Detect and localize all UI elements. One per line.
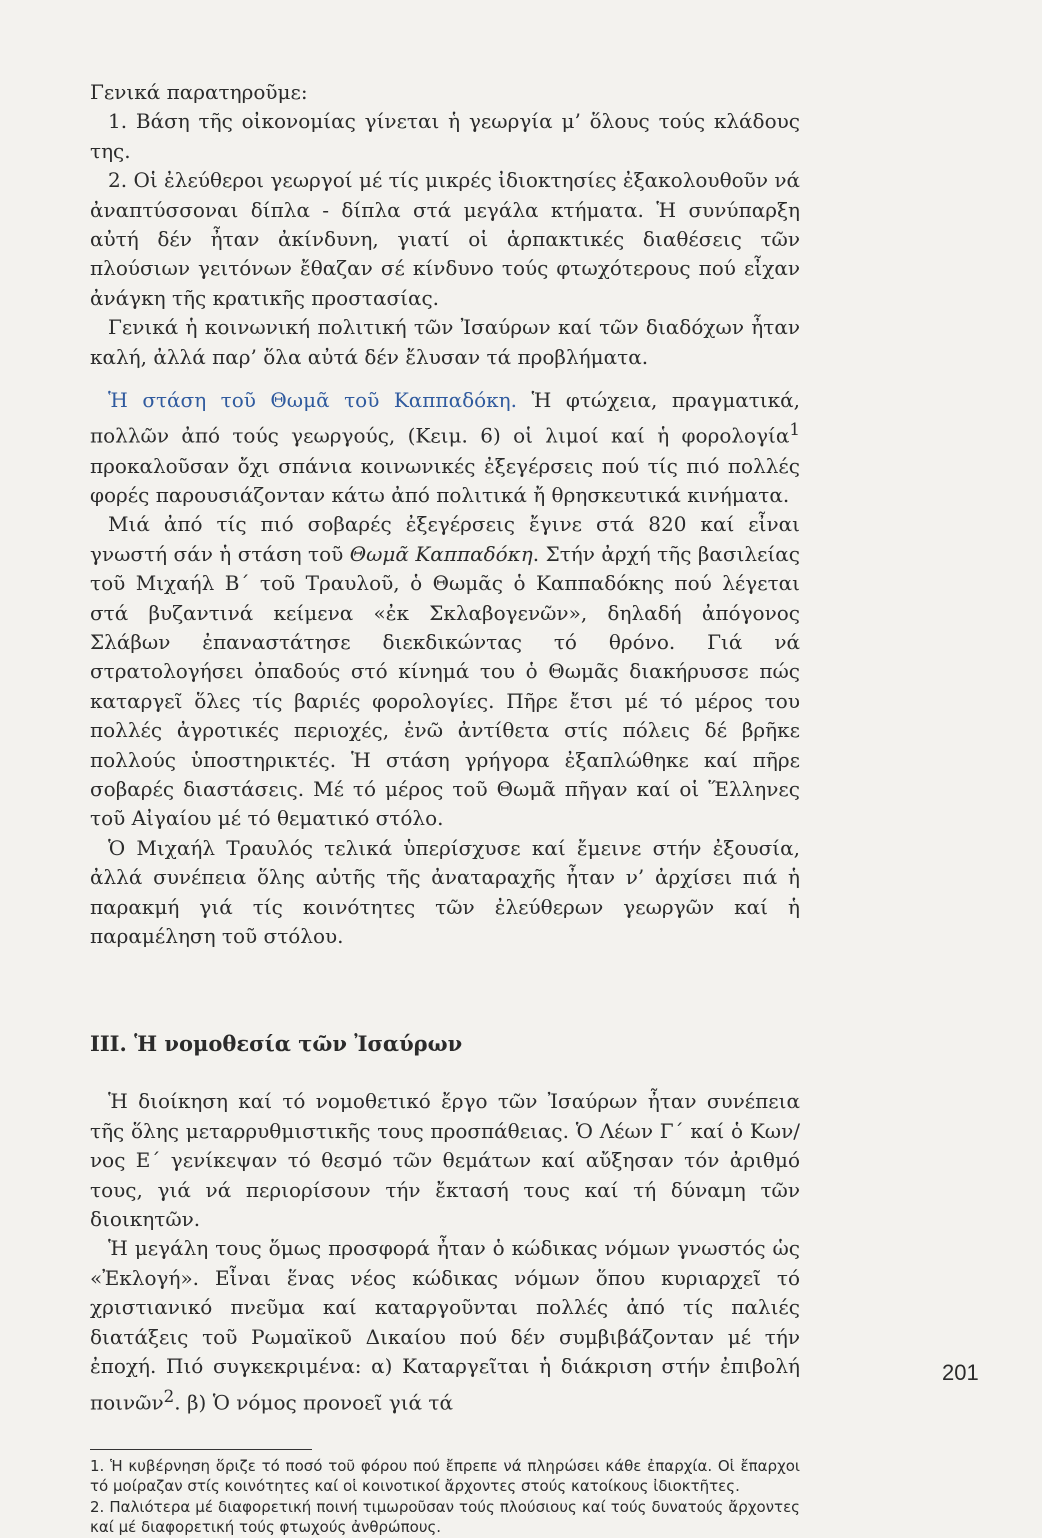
thomas-paragraph-2-end: . Στήν ἀρχή τῆς βασιλείας τοῦ Μιχαήλ Β΄ τοῦ Τραυλοῦ, ὁ Θωμᾶς ὁ Καππαδόκης πού λέγεται στά βυζαντινά κείμενα «ἐκ Σκλαβογενῶν», δηλαδή ἀπόγονος Σλάβων ἐπαναστάτησε διεκδικώντας τό θρόνο. Γιά νά στρατολογήσει ὀπαδούς στό κίνημά του ὁ Θωμᾶς διακήρυσσε πώς καταργεῖ ὅλες τίς βαριές φορολογίες. Πῆρε ἔτσι μέ τό μέρος του πολλές ἀγροτικές περιοχές, ἐνῶ ἀντίθετα στίς πόλεις δέ βρῆκε πολλούς ὑποστηρικτές. Ἡ στάση γρήγορα ἐξαπλώθηκε καί πῆρε σοβαρές διαστάσεις. Μέ τό μέρος τοῦ Θωμᾶ πῆγαν καί οἱ Ἕλληνες τοῦ Αἰγαίου μέ τό θεματικό στόλο. bbox=[90, 541, 800, 831]
thomas-name-italic: Θωμᾶ Καππαδόκη bbox=[349, 541, 533, 566]
social-policy-paragraph: Γενικά ἡ κοινωνική πολιτική τῶν Ἰσαύρων καί τῶν διαδόχων ἦταν καλή, ἀλλά παρ’ ὅλα αὐτά δέν ἔλυσαν τά προβλήματα. bbox=[90, 315, 800, 369]
intro-line: Γενικά παρατηροῦμε: bbox=[90, 80, 308, 104]
thomas-paragraph-1 bbox=[90, 386, 800, 510]
thomas-paragraph-3: Ὁ Μιχαήλ Τραυλός τελικά ὑπερίσχυσε καί ἔμεινε στήν ἐξουσία, ἀλλά συνέπεια ὅλης αὐτῆς τῆς ἀναταραχῆς ἦταν ν’ ἀρχίσει πιά ἡ παρακμή γιά τίς κοινότητες τῶν ἐλεύθερων γεωργῶν καί ἡ παραμέληση τοῦ στόλου. bbox=[90, 835, 800, 949]
section-3-paragraph-1: Ἡ διοίκηση καί τό νομοθετικό ἔργο τῶν Ἰσαύρων ἦταν συνέπεια τῆς ὅλης μεταρρυθμιστικῆς τους προσπάθειας. Ὁ Λέων Γ΄ καί ὁ Κων/νος Ε΄ γενίκεψαν τό θεσμό τῶν θεμάτων καί αὔξησαν τόν ἀριθμό τους, γιά νά περιορίσουν τήν ἔκτασή τους καί τή δύναμη τῶν διοικητῶν. bbox=[90, 1089, 800, 1232]
thomas-paragraph-2-start: Μιά ἀπό τίς πιό σοβαρές ἐξεγέρσεις ἔγινε στά 820 καί εἶναι γνωστή σάν ἡ στάση τοῦ bbox=[90, 512, 800, 566]
thomas-paragraph-2 bbox=[90, 510, 800, 833]
thomas-paragraph-1-text: Ἡ φτώχεια, πραγματικά, πολλῶν ἀπό τούς γεωργούς, (Κειμ. 6) οἱ λιμοί καί ἡ φορολογία bbox=[90, 388, 800, 449]
page-number: 201 bbox=[942, 1360, 979, 1385]
section-3-heading: III. Ἡ νομοθεσία τῶν Ἰσαύρων bbox=[90, 1031, 463, 1057]
section-3-paragraph-2 bbox=[90, 1234, 800, 1417]
footnote-ref-2[interactable]: 2 bbox=[163, 1386, 175, 1406]
footnote-divider bbox=[90, 1449, 312, 1450]
section-3-paragraph-2-end: . β) Ὁ νόμος προνοεῖ γιά τά bbox=[174, 1390, 453, 1415]
footnote-2: 2. Παλιότερα μέ διαφορετική ποινή τιμωροῦσαν τούς πλούσιους καί τούς δυνατούς ἄρχοντες καί μέ διαφορετική τούς φτωχούς ἀνθρώπους. bbox=[90, 1497, 800, 1537]
footnote-ref-1[interactable]: 1 bbox=[789, 420, 800, 440]
point-1: 1. Βάση τῆς οἰκονομίας γίνεται ἡ γεωργία μ’ ὅλους τούς κλάδους της. bbox=[90, 109, 800, 163]
thomas-section-title: Ἡ στάση τοῦ Θωμᾶ τοῦ Καππαδόκη. bbox=[108, 388, 518, 413]
point-2: 2. Οἱ ἐλεύθεροι γεωργοί μέ τίς μικρές ἰδιοκτησίες ἐξακολουθοῦν νά ἀναπτύσσοναι δίπλα - δίπλα στά μεγάλα κτήματα. Ἡ συνύπαρξη αὐτή δέν ἦταν ἀκίνδυνη, γιατί οἱ ἁρπακτικές διαθέσεις τῶν πλούσιων γειτόνων ἔθαζαν σέ κίνδυνο τούς φτωχότερους πού εἶχαν ἀνάγκη τῆς κρατικῆς προστασίας. bbox=[90, 168, 800, 310]
footnote-1: 1. Ἡ κυβέρνηση ὅριζε τό ποσό τοῦ φόρου πού ἔπρεπε νά πληρώσει κάθε ἐπαρχία. Οἱ ἔπαρχοι τό μοίραζαν στίς κοινότητες καί οἱ κοινοτικοί ἄρχοντες στούς κατοίκους ἰδιοκτῆτες. bbox=[90, 1456, 800, 1496]
thomas-paragraph-1-end: προκαλοῦσαν ὄχι σπάνια κοινωνικές ἐξεγέρσεις πού τίς πιό πολλές φορές παρουσιάζονταν κάτω ἀπό πολιτικά ἤ θρησκευτικά κινήματα. bbox=[90, 453, 800, 507]
page-content bbox=[90, 78, 800, 1538]
section-3-paragraph-2-start: Ἡ μεγάλη τους ὅμως προσφορά ἦταν ὁ κώδικας νόμων γνωστός ὡς «Ἐκλογή». Εἶναι ἕνας νέος κώδικας νόμων ὅπου κυριαρχεῖ τό χριστιανικό πνεῦμα καί καταργοῦνται πολλές ἀπό τίς παλιές διατάξεις τοῦ Ρωμαϊκοῦ Δικαίου πού δέν συμβιβάζονταν μέ τήν ἐποχή. Πιό συγκεκριμένα: α) Καταργεῖται ἡ διάκριση στήν ἐπιβολή ποινῶν bbox=[90, 1236, 800, 1415]
